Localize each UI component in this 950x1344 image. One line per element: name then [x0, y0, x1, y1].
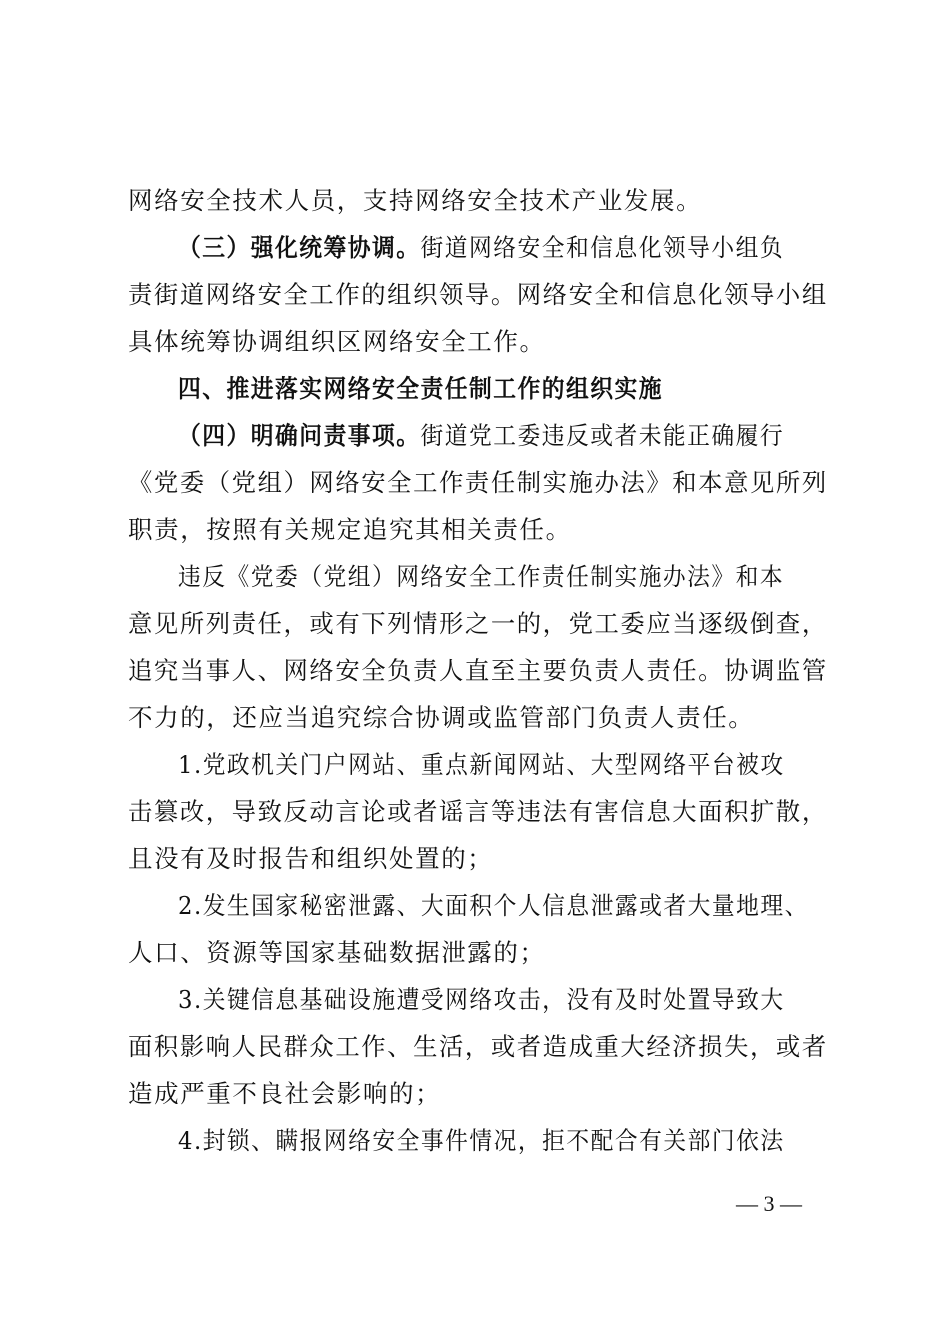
text-run: 且没有及时报告和组织处置的；	[128, 844, 494, 873]
list-item-line	[178, 886, 828, 926]
text-run: 4.封锁、瞒报网络安全事件情况，拒不配合有关部门依法	[178, 1126, 785, 1155]
text-run: 职责，按照有关规定追究其相关责任。	[128, 515, 572, 544]
text-run: 击篡改，导致反动言论或者谣言等违法有害信息大面积扩散，	[128, 797, 828, 826]
text-run: 《党委（党组）网络安全工作责任制实施办法》和本意见所列	[128, 468, 828, 497]
text-run: 不力的，还应当追究综合协调或监管部门负责人责任。	[128, 703, 755, 732]
text-run: 网络安全技术人员，支持网络安全技术产业发展。	[128, 186, 703, 215]
text-line	[178, 557, 828, 597]
text-line	[128, 1027, 828, 1067]
text-line	[128, 604, 828, 644]
text-run: 意见所列责任，或有下列情形之一的，党工委应当逐级倒查，	[128, 609, 828, 638]
text-run: 3.关键信息基础设施遭受网络攻击，没有及时处置导致大	[178, 985, 785, 1014]
text-line	[128, 933, 828, 973]
text-run: 2.发生国家秘密泄露、大面积个人信息泄露或者大量地理、	[178, 891, 809, 920]
text-run: 责街道网络安全工作的组织领导。网络安全和信息化领导小组	[128, 280, 828, 309]
text-run: 追究当事人、网络安全负责人直至主要负责人责任。协调监管	[128, 656, 828, 685]
text-run: 人口、资源等国家基础数据泄露的；	[128, 938, 546, 967]
text-run: 1.党政机关门户网站、重点新闻网站、大型网络平台被攻	[178, 750, 785, 779]
text-line	[178, 416, 828, 456]
section-heading-run: （三）强化统筹协调。	[178, 233, 421, 262]
list-item-line	[178, 980, 828, 1020]
text-line	[128, 275, 828, 315]
text-run: 造成严重不良社会影响的；	[128, 1079, 442, 1108]
text-run: 街道党工委违反或者未能正确履行	[420, 421, 785, 450]
text-line	[128, 839, 828, 879]
text-line	[178, 228, 828, 268]
text-line	[128, 322, 828, 362]
text-run: 街道网络安全和信息化领导小组负	[420, 233, 785, 262]
text-run: 面积影响人民群众工作、生活，或者造成重大经济损失，或者	[128, 1032, 828, 1061]
section-title	[178, 369, 828, 409]
page-number: — 3 —	[736, 1191, 802, 1216]
text-run: 违反《党委（党组）网络安全工作责任制实施办法》和本	[178, 562, 785, 591]
text-line	[128, 698, 828, 738]
list-item-line	[178, 745, 828, 785]
text-run: 具体统筹协调组织区网络安全工作。	[128, 327, 546, 356]
section-title-text: 四、推进落实网络安全责任制工作的组织实施	[178, 374, 663, 403]
text-line	[128, 463, 828, 503]
section-heading-run: （四）明确问责事项。	[178, 421, 421, 450]
text-line	[128, 510, 828, 550]
text-line	[128, 181, 828, 221]
text-line	[128, 792, 828, 832]
text-line	[128, 1074, 828, 1114]
list-item-line	[178, 1121, 828, 1161]
text-line	[128, 651, 828, 691]
